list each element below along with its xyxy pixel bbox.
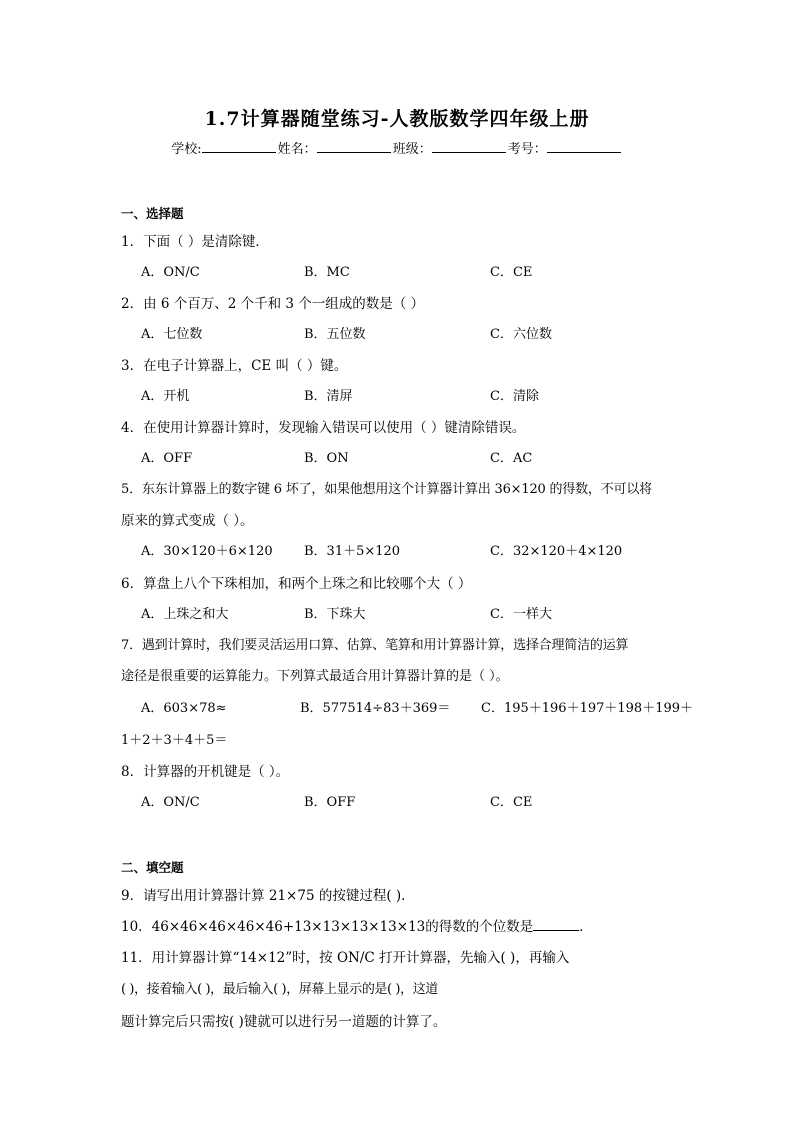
class-blank[interactable]	[432, 140, 506, 153]
exam-no-label: 考号：	[507, 142, 547, 157]
question-11-stem-line-1: 11．用计算器计算“14×12”时，按 ON/C 打开计算器，先输入( )，再输入	[121, 950, 570, 966]
name-blank[interactable]	[317, 140, 391, 153]
page-title: 1.7计算器随堂练习-人教版数学四年级上册	[204, 108, 590, 130]
question-11-stem-line-3: 题计算完后只需按( )键就可以进行另一道题的计算了。	[121, 1014, 447, 1030]
question-7-stem-line-1: 7．遇到计算时，我们要灵活运用口算、估算、笔算和用计算器计算，选择合理简洁的运算	[121, 638, 629, 653]
question-5-option-b[interactable]: B．31＋5×120	[304, 544, 401, 559]
school-label: 学校:	[171, 142, 202, 157]
question-11-stem-line-2: ( )，接着输入( )，最后输入( )，屏幕上显示的是( )，这道	[121, 982, 438, 997]
student-info-line	[0, 138, 794, 157]
question-10-period: ．	[579, 919, 593, 935]
school-blank[interactable]	[202, 140, 276, 153]
question-1-option-a[interactable]: A．ON/C	[141, 265, 200, 280]
question-5-stem-line-1: 5．东东计算器上的数字键 6 坏了，如果他想用这个计算器计算出 36×120 的得数，不可以将	[121, 482, 652, 497]
question-4-stem: 4．在使用计算器计算时，发现输入错误可以使用（ ）键清除错误。	[121, 420, 526, 436]
question-10-text: 10．46×46×46×46×46+13×13×13×13×13的得数的个位数是	[121, 919, 534, 935]
section-choice-heading: 一、选择题	[121, 206, 184, 221]
question-7-option-c-continuation: 1＋2＋3＋4＋5＝	[121, 733, 228, 748]
question-3-option-b[interactable]: B．清屏	[304, 389, 353, 404]
question-1-option-b[interactable]: B．MC	[304, 265, 350, 280]
question-4-option-a[interactable]: A．OFF	[141, 451, 193, 466]
question-5-option-c[interactable]: C．32×120＋4×120	[490, 544, 623, 559]
question-6-option-c[interactable]: C．一样大	[490, 607, 552, 622]
question-2-option-a[interactable]: A．七位数	[141, 327, 203, 342]
question-3-option-c[interactable]: C．清除	[490, 389, 539, 404]
question-2-option-c[interactable]: C．六位数	[490, 327, 552, 342]
question-10-stem	[121, 915, 593, 935]
name-label: 姓名：	[277, 142, 317, 157]
question-4-option-c[interactable]: C．AC	[490, 451, 533, 466]
question-8-stem: 8．计算器的开机键是（ ）。	[121, 764, 290, 780]
class-label: 班级：	[392, 142, 432, 157]
question-6-stem: 6．算盘上八个下珠相加，和两个上珠之和比较哪个大（ ）	[121, 576, 472, 592]
question-7-option-a[interactable]: A．603×78≈	[141, 701, 227, 716]
question-5-stem-line-2: 原来的算式变成（ ）。	[121, 513, 254, 529]
question-6-option-a[interactable]: A．上珠之和大	[141, 607, 229, 622]
section-fill-heading: 二、填空题	[121, 860, 184, 875]
question-4-option-b[interactable]: B．ON	[304, 451, 349, 466]
question-2-option-b[interactable]: B．五位数	[304, 327, 366, 342]
question-1-stem: 1．下面（ ）是清除键．	[121, 234, 269, 250]
question-2-stem: 2．由 6 个百万、2 个千和 3 个一组成的数是（ ）	[121, 296, 425, 312]
question-10-answer-blank[interactable]	[533, 918, 579, 931]
question-1-option-c[interactable]: C．CE	[490, 265, 533, 280]
question-6-option-b[interactable]: B．下珠大	[304, 607, 366, 622]
question-5-option-a[interactable]: A．30×120＋6×120	[141, 544, 273, 559]
question-3-option-a[interactable]: A．开机	[141, 389, 190, 404]
question-8-option-b[interactable]: B．OFF	[304, 795, 356, 810]
question-7-stem-line-2: 途径是很重要的运算能力。下列算式最适合用计算器计算的是（ ）。	[121, 669, 509, 684]
exam-no-blank[interactable]	[547, 140, 621, 153]
question-8-option-a[interactable]: A．ON/C	[141, 795, 200, 810]
question-7-option-b[interactable]: B．577514÷83＋369＝	[300, 701, 451, 716]
question-7-option-c[interactable]: C．195＋196＋197＋198＋199＋	[481, 701, 694, 716]
question-8-option-c[interactable]: C．CE	[490, 795, 533, 810]
question-3-stem: 3．在电子计算器上，CE 叫（ ）键。	[121, 358, 348, 374]
question-9-stem: 9．请写出用计算器计算 21×75 的按键过程( )．	[121, 888, 415, 904]
